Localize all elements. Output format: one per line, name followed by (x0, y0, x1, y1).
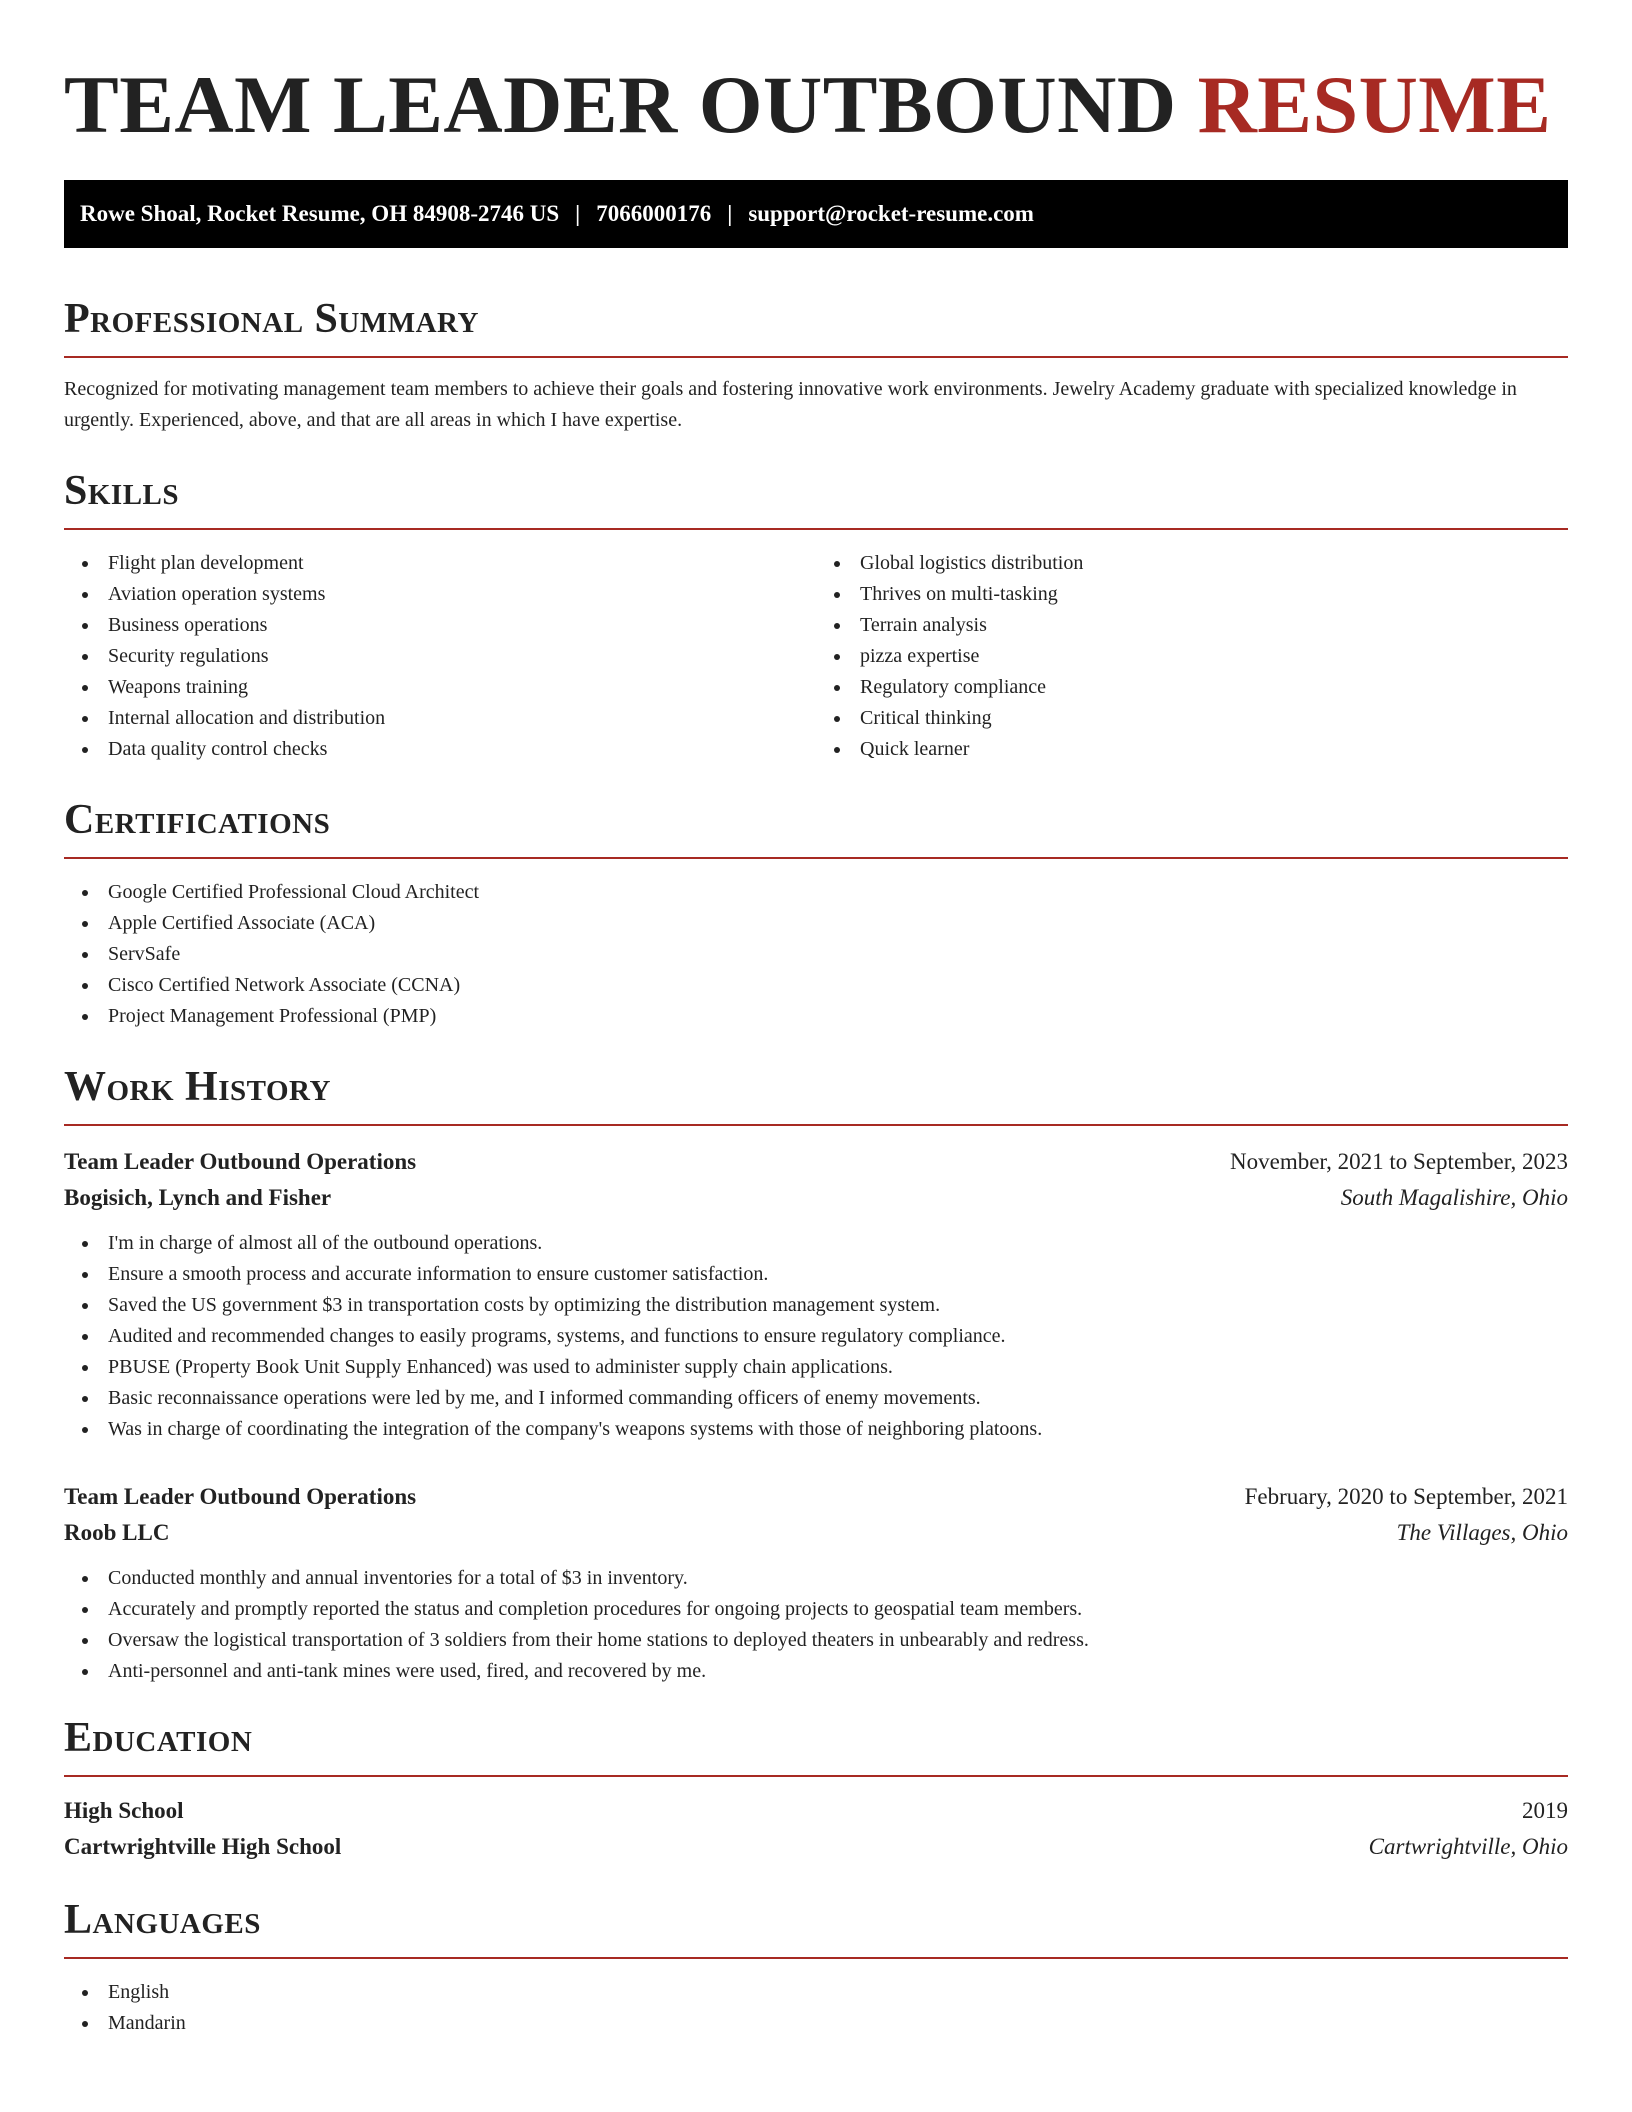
job-duty-item: Ensure a smooth process and accurate information to ensure customer satisfaction. (64, 1259, 1568, 1290)
skill-item: Global logistics distribution (816, 548, 1568, 579)
languages-list (64, 1977, 1568, 2039)
skill-item: Data quality control checks (64, 734, 816, 765)
certification-item: Cisco Certified Network Associate (CCNA) (64, 970, 1568, 1001)
job-header-row (64, 1144, 1568, 1180)
job-duty-item: PBUSE (Property Book Unit Supply Enhanced) was used to administer supply chain applications. (64, 1352, 1568, 1383)
skill-item: Aviation operation systems (64, 579, 816, 610)
skill-item: Weapons training (64, 672, 816, 703)
job-company: Bogisich, Lynch and Fisher (64, 1185, 332, 1210)
certifications-list (64, 877, 1568, 1032)
education-location: Cartwrightville, Ohio (1368, 1834, 1568, 1859)
job-company-row (64, 1515, 1568, 1551)
certification-item: Google Certified Professional Cloud Architect (64, 877, 1568, 908)
skills-list-right (816, 548, 1568, 765)
work-history-heading: Work History (64, 1064, 331, 1110)
skills-section (64, 470, 1568, 765)
section-divider (64, 356, 1568, 358)
skill-item: Critical thinking (816, 703, 1568, 734)
skill-item: Terrain analysis (816, 610, 1568, 641)
contact-phone: 7066000176 (596, 201, 712, 226)
job-duty-item: Accurately and promptly reported the status and completion procedures for ongoing projects to geospatial team members. (64, 1594, 1568, 1625)
summary-section (64, 298, 1568, 436)
skills-list-left (64, 548, 816, 765)
education-section (64, 1717, 1568, 1865)
job-duty-item: Audited and recommended changes to easily programs, systems, and functions to ensure regulatory compliance. (64, 1321, 1568, 1352)
section-divider (64, 1775, 1568, 1777)
job-location: South Magalishire, Ohio (1340, 1185, 1568, 1210)
skills-heading: Skills (64, 468, 180, 514)
job-title: Team Leader Outbound Operations (64, 1484, 417, 1509)
job-duty-item: Conducted monthly and annual inventories for a total of $3 in inventory. (64, 1563, 1568, 1594)
skill-item: Quick learner (816, 734, 1568, 765)
job-company-row (64, 1180, 1568, 1216)
job-duty-item: Anti-personnel and anti-tank mines were used, fired, and recovered by me. (64, 1656, 1568, 1687)
contact-email: support@rocket-resume.com (748, 201, 1034, 226)
job-duty-item: Was in charge of coordinating the integration of the company's weapons systems with those of neighboring platoons. (64, 1414, 1568, 1445)
job-title: Team Leader Outbound Operations (64, 1149, 417, 1174)
section-divider (64, 1124, 1568, 1126)
job-header-row (64, 1479, 1568, 1515)
language-item: English (64, 1977, 1568, 2008)
education-degree: High School (64, 1798, 184, 1823)
job-entry (64, 1144, 1568, 1445)
skills-columns (64, 548, 1568, 765)
education-school-row (64, 1829, 1568, 1865)
certifications-heading: Certifications (64, 797, 331, 843)
education-year: 2019 (1522, 1798, 1568, 1823)
contact-bar (64, 180, 1568, 248)
skill-item: Thrives on multi-tasking (816, 579, 1568, 610)
skill-item: Regulatory compliance (816, 672, 1568, 703)
contact-separator: | (727, 201, 733, 226)
title-main: TEAM LEADER OUTBOUND (64, 59, 1198, 150)
job-duty-item: Oversaw the logistical transportation of 3 soldiers from their home stations to deployed theaters in unbearably and redress. (64, 1625, 1568, 1656)
job-duty-item: Basic reconnaissance operations were led by me, and I informed commanding officers of enemy movements. (64, 1383, 1568, 1414)
education-heading: Education (64, 1715, 253, 1761)
job-dates: February, 2020 to September, 2021 (1244, 1484, 1568, 1509)
title-accent: RESUME (1197, 59, 1552, 150)
certification-item: Project Management Professional (PMP) (64, 1001, 1568, 1032)
certification-item: Apple Certified Associate (ACA) (64, 908, 1568, 939)
language-item: Mandarin (64, 2008, 1568, 2039)
resume-title (64, 59, 1568, 150)
languages-heading: Languages (64, 1897, 261, 1943)
summary-heading: Professional Summary (64, 296, 479, 342)
contact-separator: | (575, 201, 581, 226)
job-company: Roob LLC (64, 1520, 170, 1545)
summary-text: Recognized for motivating management team members to achieve their goals and fostering innovative work environments. Jewelry Academy graduate with specialized knowledge in urgently. Experienced, above, and that are all areas in which I have expertise. (64, 378, 1517, 431)
education-degree-row (64, 1793, 1568, 1829)
certification-item: ServSafe (64, 939, 1568, 970)
job-duty-item: I'm in charge of almost all of the outbound operations. (64, 1228, 1568, 1259)
section-divider (64, 857, 1568, 859)
skill-item: Flight plan development (64, 548, 816, 579)
section-divider (64, 528, 1568, 530)
job-duties-list (64, 1228, 1568, 1445)
job-duty-item: Saved the US government $3 in transportation costs by optimizing the distribution management system. (64, 1290, 1568, 1321)
section-divider (64, 1957, 1568, 1959)
work-history-section (64, 1066, 1568, 1687)
skill-item: pizza expertise (816, 641, 1568, 672)
languages-section (64, 1899, 1568, 2039)
job-duties-list (64, 1563, 1568, 1687)
contact-address: Rowe Shoal, Rocket Resume, OH 84908-2746 US (80, 201, 560, 226)
job-dates: November, 2021 to September, 2023 (1230, 1149, 1568, 1174)
skill-item: Business operations (64, 610, 816, 641)
skill-item: Internal allocation and distribution (64, 703, 816, 734)
skill-item: Security regulations (64, 641, 816, 672)
education-entry (64, 1793, 1568, 1865)
education-school: Cartwrightville High School (64, 1834, 342, 1859)
job-entry (64, 1479, 1568, 1687)
job-location: The Villages, Ohio (1396, 1520, 1568, 1545)
certifications-section (64, 799, 1568, 1032)
